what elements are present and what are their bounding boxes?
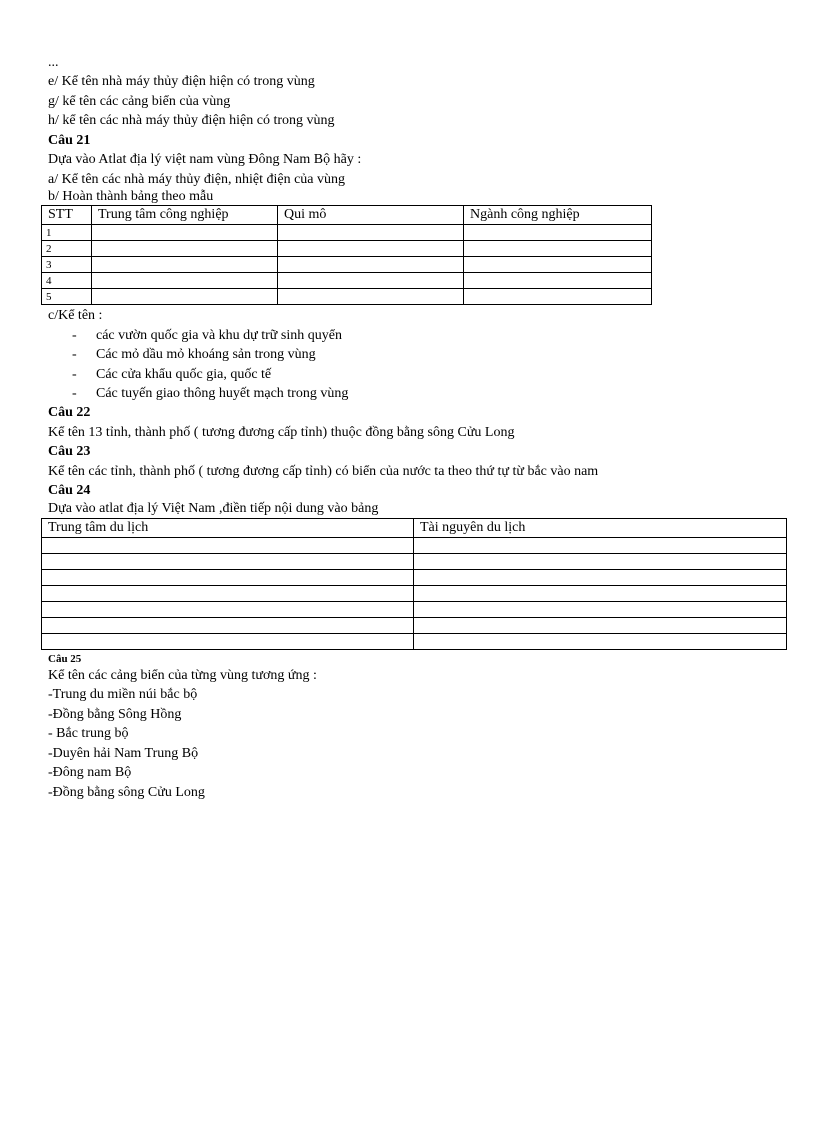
intro-item-e: e/ Kể tên nhà máy thủy điện hiện có trong vùng xyxy=(48,74,315,89)
table-cell[interactable] xyxy=(414,553,787,569)
table-row xyxy=(42,289,652,305)
tourism-center-table xyxy=(41,518,787,650)
intro-item-g: g/ kể tên các cảng biển của vùng xyxy=(48,93,231,109)
table-cell[interactable] xyxy=(42,537,414,553)
region-item: -Đông nam Bộ xyxy=(48,765,132,781)
list-item-text: Các mỏ dầu mỏ khoáng sản trong vùng xyxy=(96,347,316,363)
question-22-title: Câu 22 xyxy=(48,405,91,421)
table-cell[interactable] xyxy=(414,601,787,617)
region-item: -Đồng bằng Sông Hồng xyxy=(48,706,182,722)
question-25-prompt: Kể tên các cảng biển của từng vùng tương ứng : xyxy=(48,667,317,683)
question-24-prompt: Dựa vào atlat địa lý Việt Nam ,điền tiếp nội dung vào bảng xyxy=(48,500,379,516)
intro-item-h: h/ kể tên các nhà máy thủy điện hiện có trong vùng xyxy=(48,113,335,128)
table-row xyxy=(42,601,787,617)
table-cell[interactable] xyxy=(414,633,787,649)
question-24-title: Câu 24 xyxy=(48,483,91,499)
table-row xyxy=(42,225,652,241)
table-cell[interactable] xyxy=(278,257,464,273)
header-stt: STT xyxy=(42,206,92,225)
question-23-title: Câu 23 xyxy=(48,444,91,460)
question-21-part-a: a/ Kể tên các nhà máy thủy điện, nhiệt điện của vùng xyxy=(48,171,346,187)
table-row xyxy=(42,633,787,649)
table-cell[interactable] xyxy=(42,617,414,633)
ellipsis: ... xyxy=(48,55,59,70)
industry-center-table xyxy=(41,205,652,305)
table-row xyxy=(42,553,787,569)
table-cell[interactable] xyxy=(42,569,414,585)
region-item: -Duyên hải Nam Trung Bộ xyxy=(48,745,199,761)
table-cell[interactable] xyxy=(42,601,414,617)
table-cell[interactable] xyxy=(92,289,278,305)
header-industry-center: Trung tâm công nghiệp xyxy=(92,206,278,225)
row-number: 2 xyxy=(42,241,92,257)
table-cell[interactable] xyxy=(464,225,652,241)
question-23-text: Kể tên các tỉnh, thành phố ( tương đương cấp tỉnh) có biển của nước ta theo thứ tự từ bắc vào nam xyxy=(48,463,599,479)
table-row xyxy=(42,569,787,585)
list-item xyxy=(48,384,788,403)
list-item-text: các vườn quốc gia và khu dự trữ sinh quyển xyxy=(96,328,342,343)
question-21-bullet-list xyxy=(48,326,788,403)
table-cell[interactable] xyxy=(414,569,787,585)
table-row xyxy=(42,273,652,289)
list-item-text: Các cửa khẩu quốc gia, quốc tế xyxy=(96,366,272,382)
table-row xyxy=(42,585,787,601)
question-22-text: Kể tên 13 tỉnh, thành phố ( tương đương cấp tỉnh) thuộc đồng bằng sông Cửu Long xyxy=(48,424,515,440)
table-cell[interactable] xyxy=(92,257,278,273)
table-row xyxy=(42,537,787,553)
region-item: - Bắc trung bộ xyxy=(48,726,129,742)
table-row xyxy=(42,617,787,633)
header-tourism-center: Trung tâm du lịch xyxy=(42,518,414,537)
table-cell[interactable] xyxy=(464,257,652,273)
table-cell[interactable] xyxy=(278,241,464,257)
table-cell[interactable] xyxy=(464,273,652,289)
table-cell[interactable] xyxy=(278,225,464,241)
worksheet-page xyxy=(46,55,788,802)
table-cell[interactable] xyxy=(92,273,278,289)
row-number: 1 xyxy=(42,225,92,241)
table-cell[interactable] xyxy=(464,289,652,305)
table-cell[interactable] xyxy=(414,617,787,633)
row-number: 5 xyxy=(42,289,92,305)
table-cell[interactable] xyxy=(464,241,652,257)
table-cell[interactable] xyxy=(42,553,414,569)
table-row xyxy=(42,257,652,273)
dash-bullet: - xyxy=(72,366,77,382)
question-21-title: Câu 21 xyxy=(48,132,91,148)
list-item-text: Các tuyến giao thông huyết mạch trong vùng xyxy=(96,385,349,401)
table-cell[interactable] xyxy=(42,633,414,649)
question-25-title: Câu 25 xyxy=(48,652,82,665)
dash-bullet: - xyxy=(72,385,77,401)
header-tourism-resources: Tài nguyên du lịch xyxy=(414,518,787,537)
table-cell[interactable] xyxy=(92,225,278,241)
region-item: -Đồng bằng sông Cửu Long xyxy=(48,784,205,800)
list-item xyxy=(48,326,788,345)
table-cell[interactable] xyxy=(42,585,414,601)
region-item: -Trung du miền núi bắc bộ xyxy=(48,687,198,703)
table-header-row xyxy=(42,206,652,225)
list-item xyxy=(48,345,788,364)
dash-bullet: - xyxy=(72,347,77,363)
table-cell[interactable] xyxy=(414,537,787,553)
table-cell[interactable] xyxy=(92,241,278,257)
header-industry-sector: Ngành công nghiệp xyxy=(464,206,652,225)
table-cell[interactable] xyxy=(278,289,464,305)
table-row xyxy=(42,241,652,257)
table-cell[interactable] xyxy=(414,585,787,601)
dash-bullet: - xyxy=(72,328,77,343)
question-21-prompt: Dựa vào Atlat địa lý việt nam vùng Đông Nam Bộ hãy : xyxy=(48,152,362,167)
table-header-row xyxy=(42,518,787,537)
question-21-part-c: c/Kể tên : xyxy=(48,308,103,323)
row-number: 4 xyxy=(42,273,92,289)
table-cell[interactable] xyxy=(278,273,464,289)
list-item xyxy=(48,365,788,384)
question-21-part-b: b/ Hoàn thành bảng theo mẫu xyxy=(48,189,214,204)
row-number: 3 xyxy=(42,257,92,273)
header-scale: Qui mô xyxy=(278,206,464,225)
